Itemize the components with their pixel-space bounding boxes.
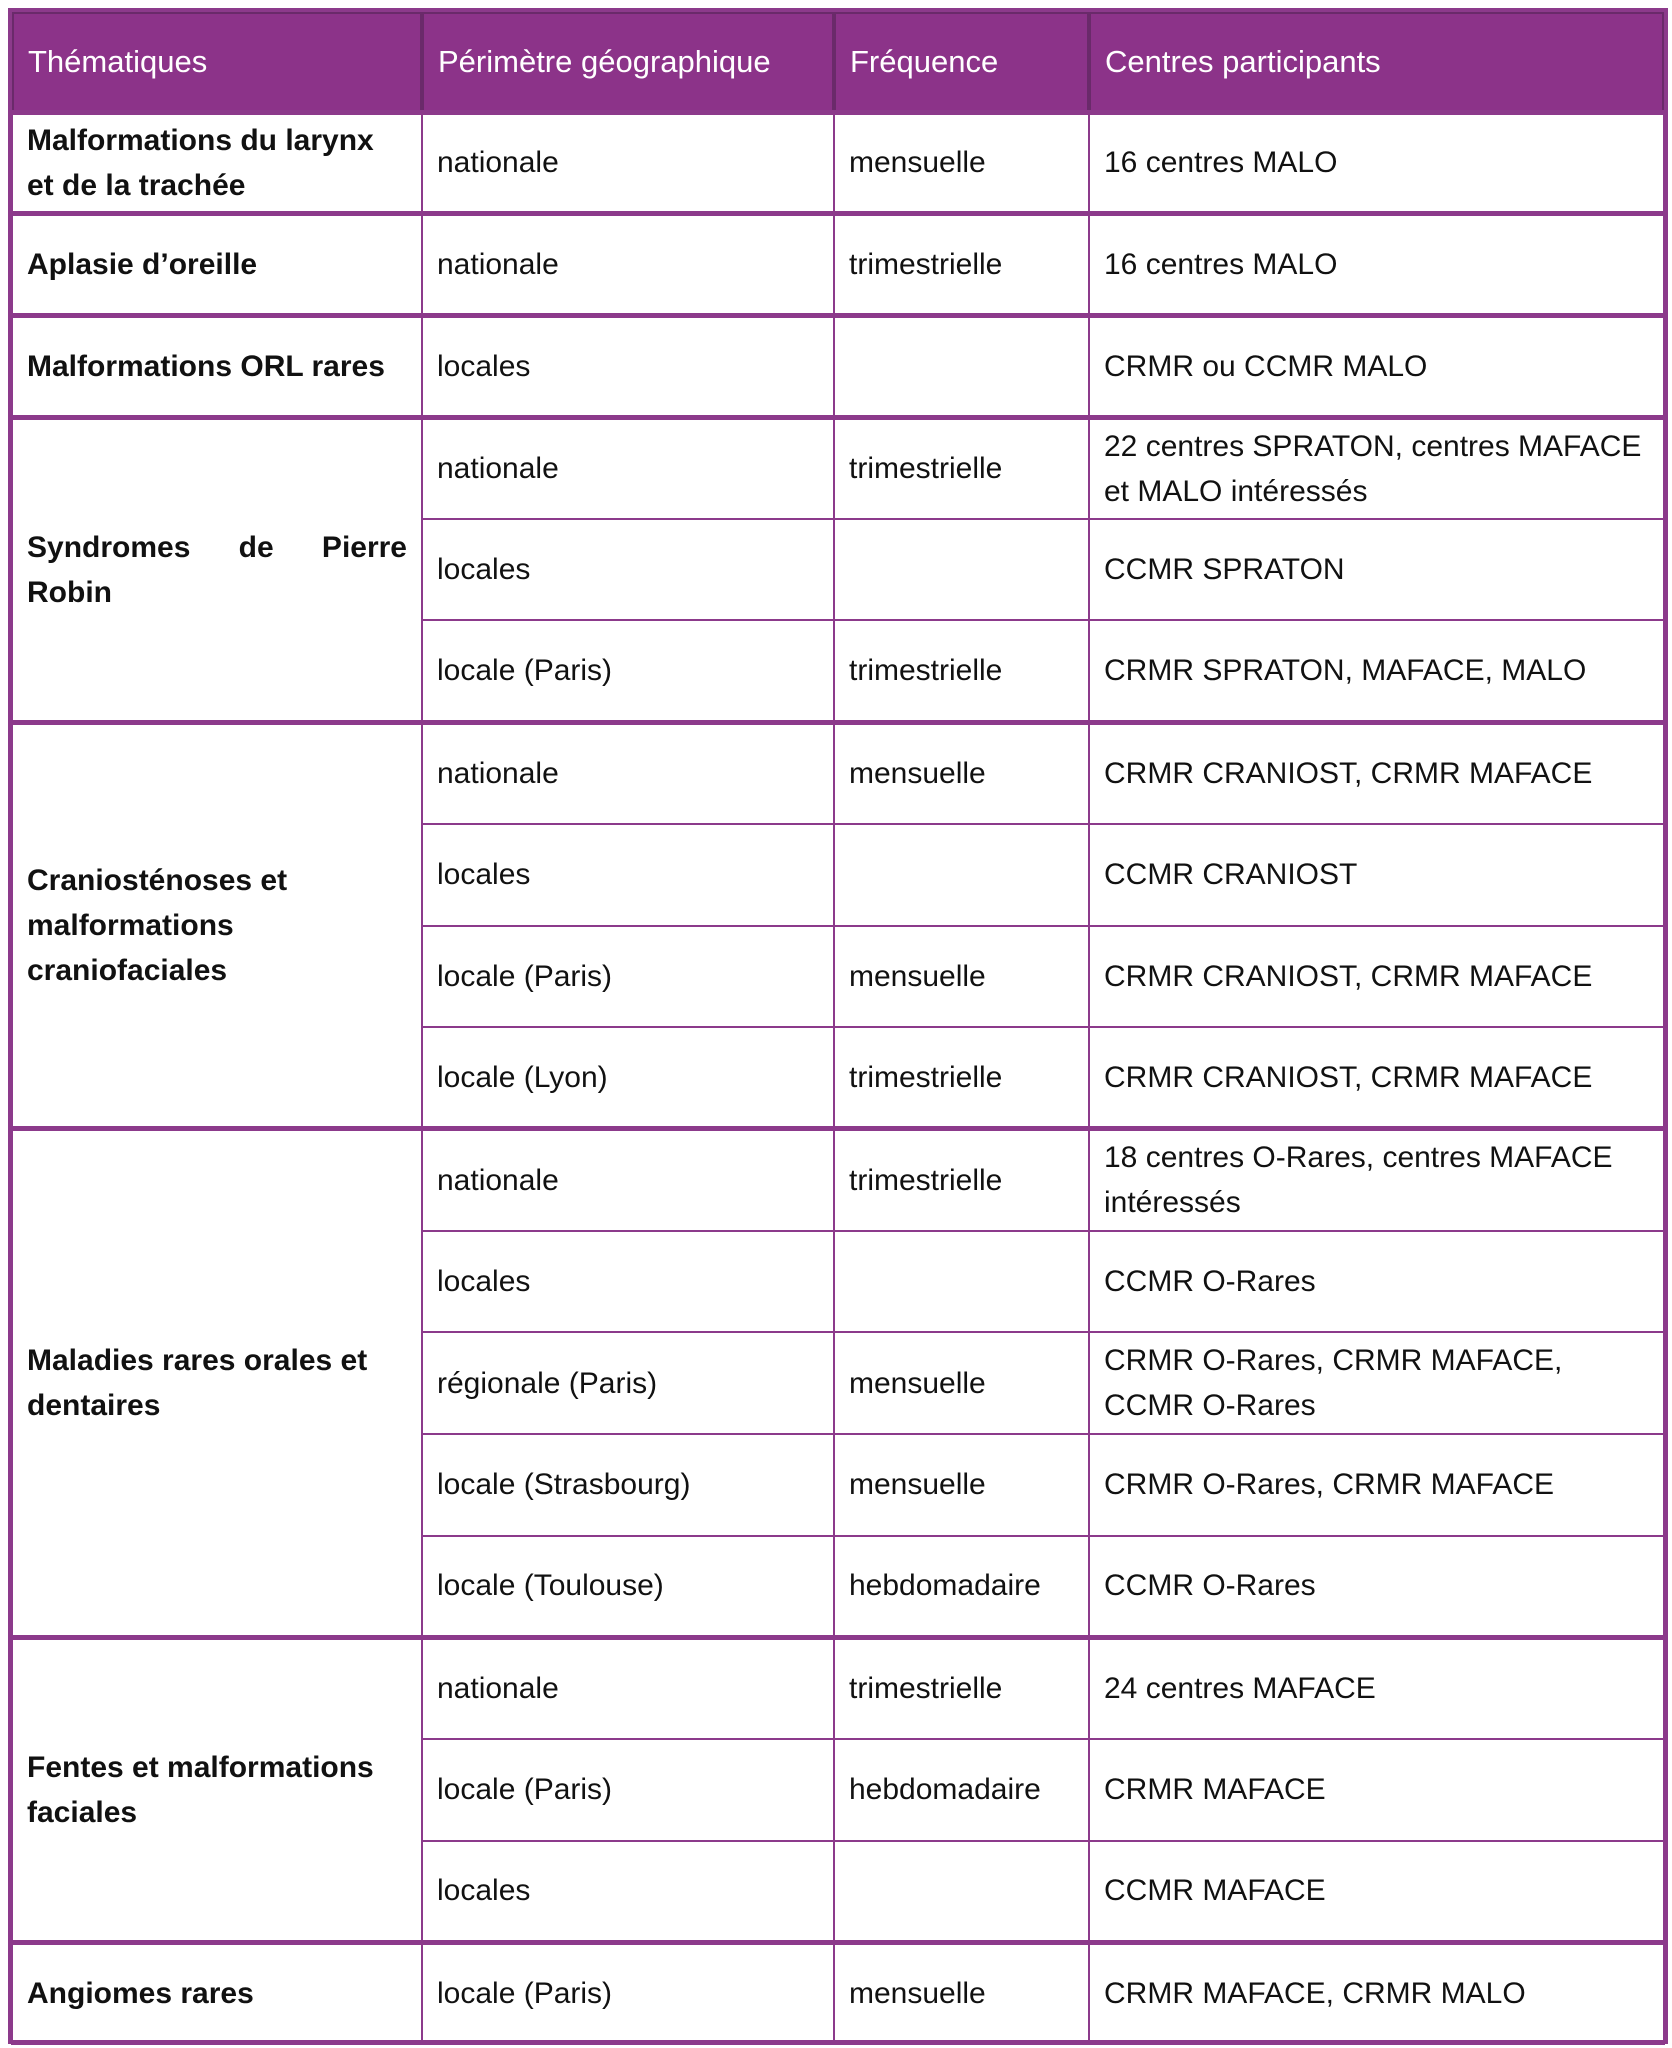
- perimetre-cell: nationale: [422, 1129, 834, 1231]
- frequence-cell: [834, 1231, 1089, 1333]
- theme-cell: Malformations du larynx et de la trachée: [12, 112, 422, 214]
- centres-cell: CRMR O-Rares, CRMR MAFACE: [1089, 1434, 1664, 1536]
- centres-cell: CRMR MAFACE: [1089, 1739, 1664, 1841]
- frequence-cell: trimestrielle: [834, 214, 1089, 316]
- perimetre-cell: locale (Paris): [422, 620, 834, 722]
- perimetre-cell: nationale: [422, 1637, 834, 1739]
- perimetre-cell: nationale: [422, 417, 834, 519]
- frequence-cell: [834, 824, 1089, 926]
- perimetre-cell: nationale: [422, 214, 834, 316]
- perimetre-cell: locales: [422, 315, 834, 417]
- frequence-cell: mensuelle: [834, 112, 1089, 214]
- table-row: [12, 1637, 1664, 1739]
- theme-cell: Maladies rares orales et dentaires: [12, 1129, 422, 1637]
- frequence-cell: trimestrielle: [834, 417, 1089, 519]
- perimetre-cell: locale (Paris): [422, 1739, 834, 1841]
- table-body: [12, 112, 1664, 2044]
- perimetre-cell: locales: [422, 824, 834, 926]
- centres-cell: CRMR O-Rares, CRMR MAFACE, CCMR O-Rares: [1089, 1332, 1664, 1434]
- theme-cell: Syndromes de Pierre Robin: [12, 417, 422, 722]
- frequence-cell: trimestrielle: [834, 1637, 1089, 1739]
- header-centres: Centres participants: [1089, 12, 1664, 112]
- theme-cell: Fentes et malformations faciales: [12, 1637, 422, 1942]
- table-row: [12, 112, 1664, 214]
- theme-cell: Malformations ORL rares: [12, 315, 422, 417]
- perimetre-cell: locale (Toulouse): [422, 1536, 834, 1638]
- centres-cell: 18 centres O-Rares, centres MAFACE intéressés: [1089, 1129, 1664, 1231]
- table-row: [12, 417, 1664, 519]
- header-frequence: Fréquence: [834, 12, 1089, 112]
- frequence-cell: trimestrielle: [834, 620, 1089, 722]
- frequence-cell: [834, 315, 1089, 417]
- centres-cell: CRMR SPRATON, MAFACE, MALO: [1089, 620, 1664, 722]
- table-row: [12, 1942, 1664, 2044]
- header-perimetre: Périmètre géographique: [422, 12, 834, 112]
- centres-cell: CCMR O-Rares: [1089, 1536, 1664, 1638]
- frequence-cell: mensuelle: [834, 1942, 1089, 2044]
- frequence-cell: [834, 1841, 1089, 1943]
- table-row: [12, 722, 1664, 824]
- frequence-cell: mensuelle: [834, 1332, 1089, 1434]
- centres-cell: CCMR CRANIOST: [1089, 824, 1664, 926]
- perimetre-cell: nationale: [422, 722, 834, 824]
- perimetre-cell: locale (Strasbourg): [422, 1434, 834, 1536]
- centres-cell: 16 centres MALO: [1089, 112, 1664, 214]
- table-header: [12, 12, 1664, 112]
- perimetre-cell: locales: [422, 1841, 834, 1943]
- centres-cell: CCMR MAFACE: [1089, 1841, 1664, 1943]
- frequence-cell: hebdomadaire: [834, 1739, 1089, 1841]
- centres-cell: 22 centres SPRATON, centres MAFACE et MALO intéressés: [1089, 417, 1664, 519]
- theme-cell: Craniosténoses et malformations craniofaciales: [12, 722, 422, 1129]
- perimetre-cell: locales: [422, 1231, 834, 1333]
- table-row: [12, 315, 1664, 417]
- table-row: [12, 1129, 1664, 1231]
- perimetre-cell: locale (Lyon): [422, 1027, 834, 1129]
- frequence-cell: trimestrielle: [834, 1129, 1089, 1231]
- centres-cell: 24 centres MAFACE: [1089, 1637, 1664, 1739]
- centres-cell: CRMR CRANIOST, CRMR MAFACE: [1089, 1027, 1664, 1129]
- perimetre-cell: locales: [422, 519, 834, 621]
- centres-cell: CRMR ou CCMR MALO: [1089, 315, 1664, 417]
- centres-cell: CRMR CRANIOST, CRMR MAFACE: [1089, 926, 1664, 1028]
- centres-cell: 16 centres MALO: [1089, 214, 1664, 316]
- frequence-cell: hebdomadaire: [834, 1536, 1089, 1638]
- centres-cell: CRMR MAFACE, CRMR MALO: [1089, 1942, 1664, 2044]
- meetings-table: [10, 10, 1666, 2045]
- centres-cell: CCMR O-Rares: [1089, 1231, 1664, 1333]
- header-thematiques: Thématiques: [12, 12, 422, 112]
- frequence-cell: mensuelle: [834, 722, 1089, 824]
- theme-cell: Aplasie d’oreille: [12, 214, 422, 316]
- table-row: [12, 214, 1664, 316]
- perimetre-cell: locale (Paris): [422, 1942, 834, 2044]
- perimetre-cell: nationale: [422, 112, 834, 214]
- frequence-cell: mensuelle: [834, 1434, 1089, 1536]
- centres-cell: CCMR SPRATON: [1089, 519, 1664, 621]
- centres-cell: CRMR CRANIOST, CRMR MAFACE: [1089, 722, 1664, 824]
- theme-cell: Angiomes rares: [12, 1942, 422, 2044]
- frequence-cell: trimestrielle: [834, 1027, 1089, 1129]
- frequence-cell: mensuelle: [834, 926, 1089, 1028]
- perimetre-cell: régionale (Paris): [422, 1332, 834, 1434]
- frequence-cell: [834, 519, 1089, 621]
- header-row: [12, 12, 1664, 112]
- perimetre-cell: locale (Paris): [422, 926, 834, 1028]
